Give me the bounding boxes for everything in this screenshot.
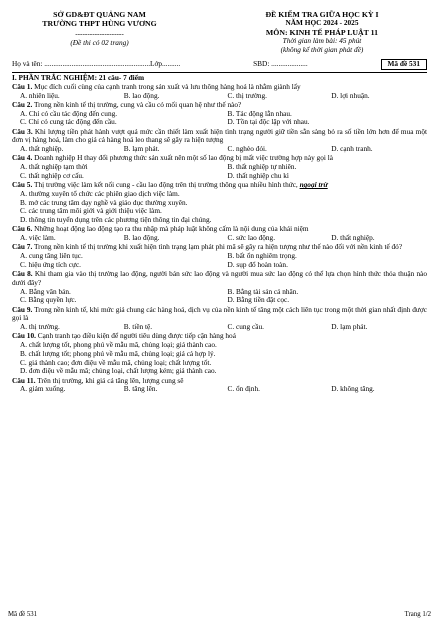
answer-option[interactable]: C. Chỉ có cung tác động đến cầu. <box>20 117 117 127</box>
answer-option[interactable]: B. lao động. <box>123 233 160 243</box>
page-count-note: (Đề thi có 02 trang) <box>70 38 129 48</box>
answer-option[interactable]: D. không tăng. <box>331 384 375 394</box>
question-label: Câu 10. <box>12 331 36 341</box>
question <box>12 154 427 180</box>
question <box>12 377 427 395</box>
answer-option[interactable]: D. thất nghiệp chu kì <box>227 170 289 180</box>
answer-option[interactable]: D. cạnh tranh. <box>331 144 373 154</box>
footer-exam-code: Mã đề 531 <box>8 611 38 618</box>
question-text: Những hoạt động lao động tạo ra thu nhập mà pháp luật không cấm là nội dung của khái niệm <box>34 224 309 234</box>
answer-option[interactable]: A. thường xuyên tổ chức các phiên giao dịch việc làm. <box>20 188 180 198</box>
question-text: Trong nền kinh tế thị trường khi xuất hiện tình trạng lạm phát phi mã sẽ gây ra hiện tượng như thế nào đối với nền kinh tế đó? <box>33 242 403 252</box>
answer-option[interactable]: B. thất nghiệp tự nhiên. <box>227 162 297 172</box>
question <box>12 181 427 225</box>
page-footer <box>8 611 431 619</box>
header-divider: -------------------- <box>75 28 124 38</box>
question-label: Câu 4. <box>12 153 33 163</box>
question <box>12 83 427 101</box>
question-text: Cạnh tranh tạo điều kiện để người tiêu dùng được tiếp cận hàng hoá <box>37 331 236 341</box>
footer-page-number: Trang 1/2 <box>404 611 431 618</box>
department-name: SỞ GD&ĐT QUẢNG NAM <box>53 10 146 19</box>
answer-option[interactable]: B. Bằng tài sản cá nhân. <box>227 286 299 296</box>
subject-name: MÔN: KINH TẾ PHÁP LUẬT 11 <box>265 28 379 38</box>
answer-option[interactable]: B. chất lượng tốt; phong phú về mẫu mã, chủng loại; giá cả hợp lý. <box>20 348 216 358</box>
question-stem <box>12 270 427 288</box>
answer-option[interactable]: A. Chỉ có cầu tác động đến cung. <box>20 108 118 118</box>
question-label: Câu 9. <box>12 304 33 314</box>
answer-option[interactable]: B. Tác động lẫn nhau. <box>227 108 292 118</box>
answer-option[interactable]: C. thất nghiệp cơ cấu. <box>20 170 84 180</box>
answer-option[interactable]: C. cung cầu. <box>227 322 264 332</box>
question-label: Câu 1. <box>12 81 33 91</box>
answer-option[interactable]: A. nhiên liệu. <box>20 90 60 100</box>
answer-option[interactable]: D. thông tin tuyển dụng trên các phương tiện thông tin đại chúng. <box>20 215 212 225</box>
question-text: Mục đích cuối cùng của cạnh tranh trong sản xuất và lưu thông hàng hoá là nhằm giành lấy <box>34 81 301 91</box>
answer-option[interactable]: A. việc làm. <box>20 233 56 243</box>
question-text: Khi lượng tiền phát hành vượt quá mức cần thiết làm xuất hiện tình trạng người giữ tiền sẵn sàng bỏ ra số tiền lớn hơn để mua một đơn vị hàng hoá, làm cho giá cả hàng hoá leo thang sẽ gây ra hiện tượng <box>12 126 428 145</box>
answer-option[interactable]: C. hiệu ứng tích cực. <box>20 259 82 269</box>
exam-code-box: Mã đề 531 <box>381 59 427 70</box>
question-text: Trong nền kinh tế, khi mức giá chung các hàng hoá, dịch vụ của nền kinh tế tăng một cách liên tục trong một thời gian nhất định được gọi là <box>12 304 427 323</box>
header-right <box>217 10 427 55</box>
answer-options <box>12 288 427 306</box>
answer-option[interactable]: B. tăng lên. <box>123 384 158 394</box>
answer-option[interactable]: D. thất nghiệp. <box>331 233 375 243</box>
answer-options <box>12 190 427 225</box>
question <box>12 101 427 127</box>
answer-option[interactable]: A. Bằng văn bản. <box>20 286 71 296</box>
question-label: Câu 3. <box>12 126 33 136</box>
section-title: I. PHẦN TRẮC NGHIỆM: 21 câu- 7 điểm <box>12 72 145 82</box>
answer-option[interactable]: D. lợi nhuận. <box>331 90 370 100</box>
student-name-field: Họ và tên: ..........................................................Lớp.......... <box>12 58 181 68</box>
answer-options <box>12 341 427 376</box>
question-label: Câu 8. <box>12 269 33 279</box>
answer-option[interactable]: C. ổn định. <box>227 384 260 394</box>
exam-header <box>12 10 427 55</box>
answer-option[interactable]: A. cung tăng liên tục. <box>20 251 83 261</box>
question <box>12 225 427 243</box>
answer-option[interactable]: D. đơn điệu về mẫu mã; chủng loại, chất lượng kém; giá thành cao. <box>20 366 217 376</box>
answer-options <box>12 385 427 394</box>
answer-option[interactable]: A. giảm xuống. <box>20 384 66 394</box>
answer-option[interactable]: B. bất ổn nghiêm trọng. <box>227 251 297 261</box>
exam-duration: Thời gian làm bài: 45 phút <box>282 36 362 46</box>
answer-option[interactable]: D. Bằng tiền đặt cọc. <box>227 295 290 305</box>
answer-option[interactable]: A. chất lượng tốt, phong phú về mẫu mã, chủng loại; giá thành cao. <box>20 340 217 350</box>
question-text: Khi tham gia vào thị trường lao động, người bán sức lao động và người mua sức lao động có thể lựa chọn hình thức thỏa thuận nào dưới đây? <box>12 269 428 287</box>
question <box>12 332 427 376</box>
answer-option[interactable]: B. mở các trung tâm dạy nghề và giáo dục thường xuyên. <box>20 197 188 207</box>
question-emphasis: ngoại trừ <box>299 180 328 190</box>
student-info-row <box>12 59 427 70</box>
question-text: Trong nền kinh tế thị trường, cung và cầu có mối quan hệ như thế nào? <box>33 99 242 109</box>
answer-option[interactable]: D. lạm phát. <box>331 322 368 332</box>
answer-option[interactable]: A. thất nghiệp tạm thời <box>20 162 88 172</box>
answer-option[interactable]: B. lao động. <box>123 90 160 100</box>
answer-option[interactable]: B. tiền tệ. <box>123 322 153 332</box>
school-name: TRƯỜNG THPT HÙNG VƯƠNG <box>42 19 157 29</box>
question <box>12 306 427 332</box>
question <box>12 128 427 154</box>
school-year: NĂM HỌC 2024 - 2025 <box>285 18 359 28</box>
answer-option[interactable]: C. giá thành cao; đơn điệu về mẫu mã, chủng loại; chất lượng tốt. <box>20 357 212 367</box>
exam-duration-note: (không kể thời gian phát đề) <box>280 45 364 55</box>
answer-option[interactable]: D. Tồn tại độc lập với nhau. <box>227 117 310 127</box>
question-label: Câu 11. <box>12 375 36 385</box>
candidate-number-field: SBD: .................... <box>253 58 308 68</box>
question-stem <box>12 306 427 324</box>
answer-option[interactable]: B. lạm phát. <box>123 144 160 154</box>
answer-option[interactable]: C. Bằng quyền lực. <box>20 295 77 305</box>
answer-option[interactable]: C. các trung tâm môi giới và giới thiệu việc làm. <box>20 206 162 216</box>
answer-options <box>12 163 427 181</box>
question-label: Câu 7. <box>12 242 33 252</box>
answer-option[interactable]: A. thất nghiệp. <box>20 144 64 154</box>
answer-option[interactable]: A. thị trường. <box>20 322 60 332</box>
answer-options <box>12 110 427 128</box>
answer-option[interactable]: D. sụp đổ hoàn toàn. <box>227 259 288 269</box>
question-text: Trên thị trường, khi giá cả tăng lên, lượng cung sẽ <box>37 375 184 385</box>
answer-options <box>12 252 427 270</box>
answer-option[interactable]: C. thị trường. <box>227 90 267 100</box>
question <box>12 270 427 305</box>
question-label: Câu 5. <box>12 180 33 190</box>
question-stem <box>12 128 427 146</box>
question-label: Câu 2. <box>12 99 33 109</box>
exam-title: ĐỀ KIỂM TRA GIỮA HỌC KỲ I <box>265 10 379 19</box>
answer-option[interactable]: C. nghèo đói. <box>227 144 267 154</box>
answer-option[interactable]: C. sức lao động. <box>227 233 276 243</box>
question <box>12 243 427 269</box>
question-text: Doanh nghiệp H thay đổi phương thức sản xuất nên một số lao động bị mất việc trường hợp này gọi là <box>34 153 333 163</box>
question-text: Thị trường việc làm kết nối cung - cầu lao động trên thị trường thông qua nhiều hình thức, <box>33 180 298 190</box>
question-list <box>12 83 427 394</box>
header-left <box>12 10 187 55</box>
question-label: Câu 6. <box>12 224 33 234</box>
